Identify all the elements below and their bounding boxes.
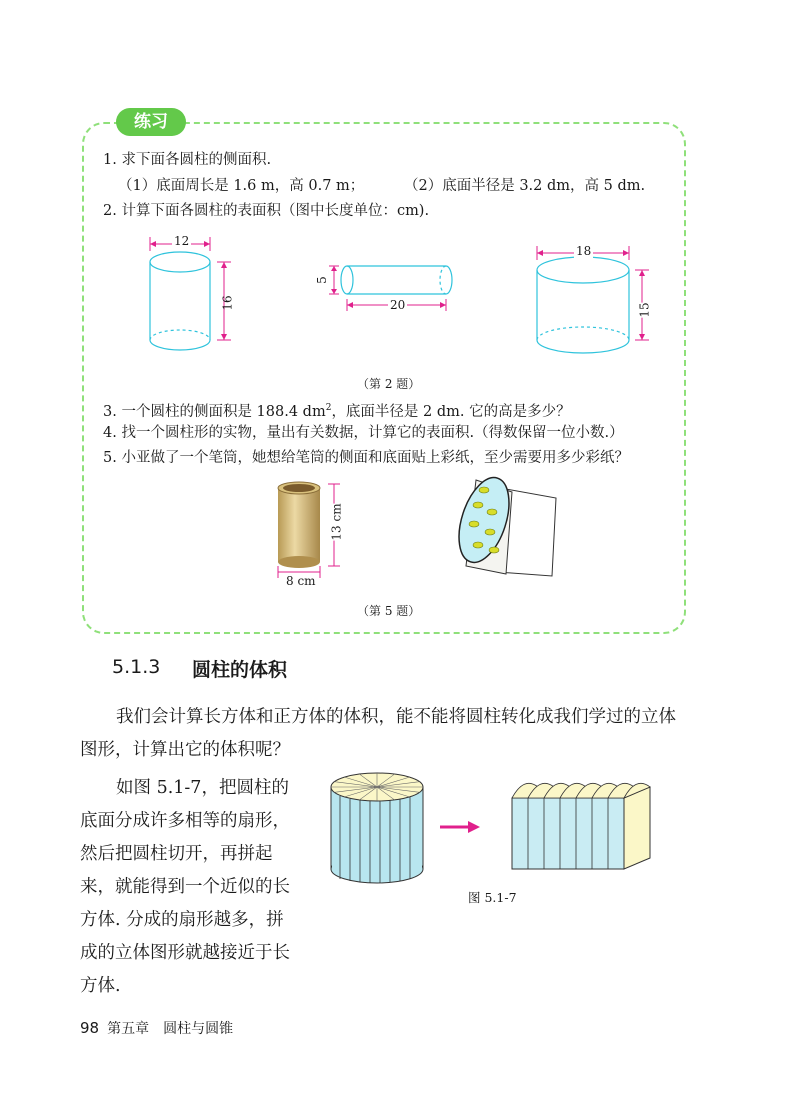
figure-5-caption: （第 5 题） xyxy=(357,604,421,618)
question-4: 4. 找一个圆柱形的实物，量出有关数据，计算它的表面积.（得数保留一位小数.） xyxy=(103,425,624,441)
paragraph-1-line-1: 我们会计算长方体和正方体的体积，能不能将圆柱转化成我们学过的立体 xyxy=(116,707,676,727)
paragraph-2-line: 如图 5.1-7，把圆柱的 xyxy=(116,778,289,798)
paragraph-1-line-2: 图形，计算出它的体积呢？ xyxy=(80,740,290,760)
exercise-badge: 练习 xyxy=(116,108,186,136)
section-title: 圆柱的体积 xyxy=(192,659,288,681)
page-number: 98 xyxy=(80,1019,100,1037)
cyl2-length-label: 20 xyxy=(390,298,406,312)
cyl2-diameter-label: 5 xyxy=(314,276,329,284)
question-1-part-1: （1）底面周长是 1.6 m，高 0.7 m； xyxy=(118,178,365,194)
paragraph-2-line: 成的立体图形就越接近于长 xyxy=(80,943,290,963)
question-3: 3. 一个圆柱的侧面积是 188.4 $dm^2$，底面半径是 2 dm. 它的高是多少？ xyxy=(103,403,571,420)
question-1-part-2: （2）底面半径是 3.2 dm，高 5 dm. xyxy=(404,178,646,194)
cyl3-height-label: 15 xyxy=(637,302,652,318)
question-5: 5. 小亚做了一个笔筒，她想给笔筒的侧面和底面贴上彩纸，至少需要用多少彩纸？ xyxy=(103,450,629,466)
paragraph-2-line: 方体. xyxy=(80,976,121,996)
pen-holder-diameter-label: 8 cm xyxy=(286,574,316,588)
question-1: 1. 求下面各圆柱的侧面积. xyxy=(103,152,272,168)
paragraph-2-line: 然后把圆柱切开，再拼起 xyxy=(80,844,273,864)
figure-5-1-7-caption: 图 5.1-7 xyxy=(468,890,517,905)
paragraph-2-line: 方体. 分成的扇形越多，拼 xyxy=(80,910,284,930)
chapter-title: 第五章 圆柱与圆锥 xyxy=(107,1021,234,1037)
cyl1-diameter-label: 12 xyxy=(174,234,190,248)
cyl1-height-label: 16 xyxy=(220,295,235,311)
page-footer xyxy=(80,1018,233,1038)
cyl3-diameter-label: 18 xyxy=(576,244,592,258)
question-2: 2. 计算下面各圆柱的表面积（图中长度单位：cm). xyxy=(103,203,430,219)
paragraph-2-line: 底面分成许多相等的扇形， xyxy=(80,811,290,831)
pen-holder-height-label: 13 cm xyxy=(329,503,344,541)
figure-2-caption: （第 2 题） xyxy=(357,377,421,391)
paragraph-2-line: 来，就能得到一个近似的长 xyxy=(80,877,290,897)
section-number: 5.1.3 xyxy=(112,656,161,678)
